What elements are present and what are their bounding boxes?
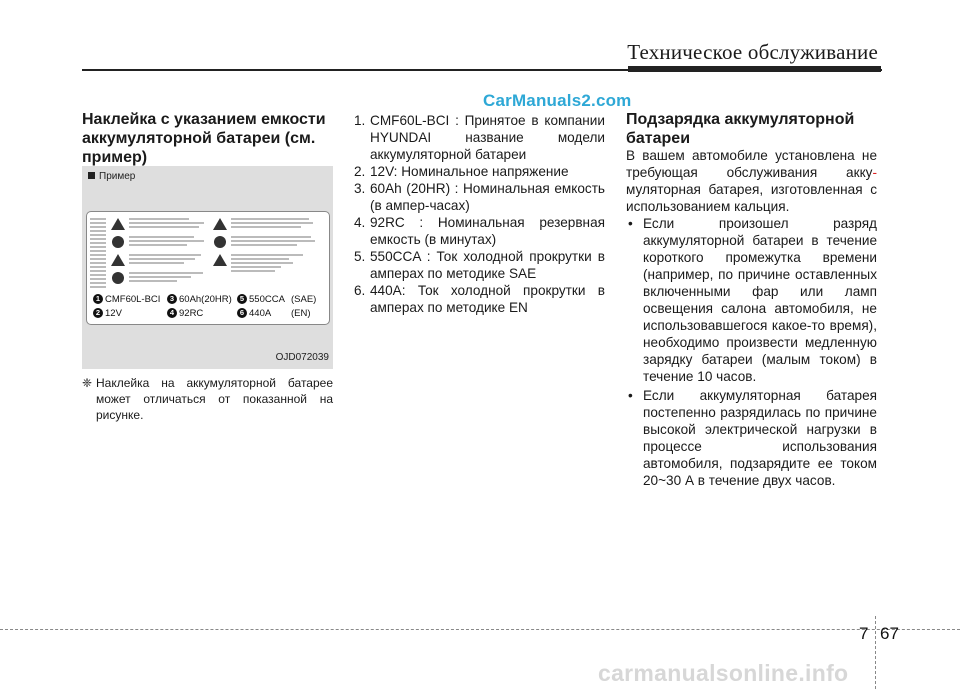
callout-number: 2 [93,308,103,318]
list-item [354,282,605,316]
warning-manual-icon [214,236,226,248]
list-item-text: 440A: Ток холодной прокрутки в амперах по методике EN [370,283,605,315]
section-title-battery-charging: Подзарядка аккумуляторной батареи [626,111,855,147]
bullet-dot-icon: • [628,388,633,403]
list-item [354,214,605,248]
label-row-1 [93,294,316,305]
callout-number: 6 [237,308,247,318]
figure-tag-text: Пример [99,171,136,182]
figure-note [82,375,333,423]
label-value: 550CCA [249,294,285,305]
charging-body [626,147,877,489]
bullet-text: Если произошел разряд аккумуляторной батареи в течение короткого промежутка времени (например, по причине оставленных включенными фар или ламп освещения салона автомобиля, не использовавшегося какое-то время), необходимо произвести медленную зарядку батареи (малым током) в течение 10 часов. [643,216,877,384]
list-item-number: 2. [354,164,366,179]
battery-label-illustration [86,211,330,325]
note-asterisk-icon: ❈ [82,376,93,390]
site-watermark: carmanualsonline.info [598,660,849,686]
list-item [354,163,605,180]
note-text: Наклейка на аккумуляторной батарее может отличаться от показанной на рисунке. [96,376,333,422]
battery-label-figure [82,166,333,369]
header-rule-accent [628,66,881,72]
footer-divider [875,616,876,689]
list-item-text: 60Ah (20HR) : Номинальная емкость (в ампер-часах) [370,181,605,213]
label-standard: (EN) [291,308,311,319]
bullet-dot-icon: • [628,216,633,231]
list-item-text: 12V: Номинальное напряжение [370,164,569,179]
label-row-2 [93,308,311,319]
list-item-number: 4. [354,215,366,230]
section-title-battery-label: Наклейка с указанием емкости аккумуляторной батареи (см. пример) [82,111,326,166]
warning-eye-icon [112,236,124,248]
label-barcode [90,216,106,288]
list-item [354,180,605,214]
page-header-title: Техническое обслуживание [627,40,878,64]
list-item-number: 3. [354,181,366,196]
list-item-text: 550CCA : Ток холодной прокрутки в амперах по методике SAE [370,249,605,281]
label-value: CMF60L-BCI [105,294,161,305]
warning-flammable-icon [111,218,125,230]
list-item [354,112,605,163]
chapter-number: 7 [859,624,869,643]
figure-tag [88,171,135,182]
label-legend-list [354,112,605,316]
page-number: 67 [880,624,899,643]
list-item-number: 1. [354,113,366,128]
bullet-item [626,387,877,489]
list-item-number: 5. [354,249,366,264]
list-item [354,248,605,282]
warning-explosive-icon [213,218,227,230]
hyphen-mark: - [872,165,877,180]
label-value: 92RC [179,308,204,319]
list-item-text: CMF60L-BCI : Принятое в компании HYUNDAI название модели аккумуляторной батареи [370,113,605,162]
callout-number: 4 [167,308,177,318]
label-value: 60Ah(20HR) [179,294,232,305]
bullet-item [626,215,877,385]
warning-acid-icon [111,254,125,266]
warning-gas-icon [213,254,227,266]
label-value: 12V [105,308,122,319]
list-item-number: 6. [354,283,366,298]
label-standard: (SAE) [291,294,317,305]
intro-paragraph [626,147,877,215]
figure-code: OJD072039 [275,352,329,363]
intro-text-b: муляторная батарея, изготовленная с использованием кальция. [626,182,877,214]
callout-number: 1 [93,294,103,304]
warning-children-icon [112,272,124,284]
callout-number: 5 [237,294,247,304]
label-value: 440A [249,308,272,319]
bullet-text: Если аккумуляторная батарея постепенно разрядилась по причине высокой электрической нагрузки в процессе использования автомобиля, подзарядите ее током 20~30 А в течение двух часов. [643,388,877,488]
watermark-link[interactable]: CarManuals2.com [483,91,632,110]
callout-number: 3 [167,294,177,304]
square-bullet-icon [88,172,95,179]
intro-text-a: В вашем автомобиле установлена не требующая обслуживания акку [626,148,877,180]
footer-rule [0,629,960,630]
list-item-text: 92RC : Номинальная резервная емкость (в минутах) [370,215,605,247]
